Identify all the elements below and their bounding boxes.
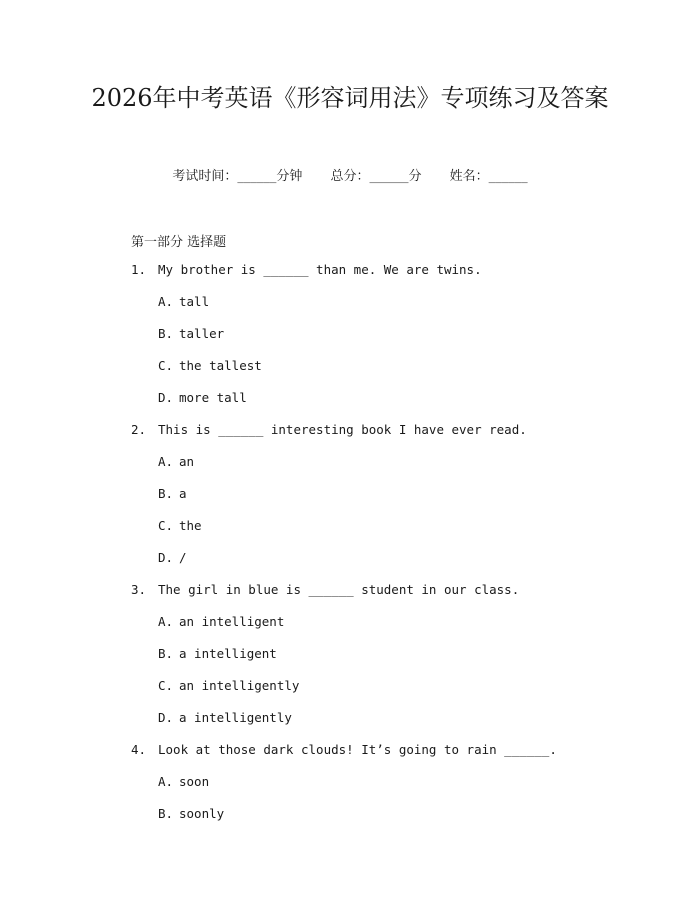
option-text: more tall bbox=[179, 390, 247, 405]
question-number: 1. bbox=[131, 262, 147, 277]
question-number: 4. bbox=[131, 742, 147, 757]
option-text: the bbox=[179, 518, 202, 533]
answer-option[interactable] bbox=[131, 390, 651, 422]
answer-option[interactable] bbox=[131, 486, 651, 518]
question-text bbox=[131, 262, 651, 294]
option-text: a intelligently bbox=[179, 710, 292, 725]
option-letter: B. bbox=[158, 486, 174, 501]
answer-option[interactable] bbox=[131, 806, 651, 838]
option-letter: C. bbox=[158, 678, 174, 693]
page-title: 2026年中考英语《形容词用法》专项练习及答案 bbox=[91, 84, 609, 112]
question-1 bbox=[131, 262, 651, 422]
option-letter: D. bbox=[158, 550, 174, 565]
section-heading: 第一部分 选择题 bbox=[131, 235, 227, 250]
option-text: / bbox=[179, 550, 187, 565]
answer-option[interactable] bbox=[131, 294, 651, 326]
option-text: an intelligent bbox=[179, 614, 285, 629]
question-stem: My brother is ______ than me. We are twins. bbox=[158, 262, 482, 277]
option-text: a intelligent bbox=[179, 646, 277, 661]
answer-option[interactable] bbox=[131, 646, 651, 678]
answer-option[interactable] bbox=[131, 678, 651, 710]
option-letter: C. bbox=[158, 358, 174, 373]
exam-name: 姓名：______ bbox=[449, 169, 528, 184]
option-letter: A. bbox=[158, 454, 174, 469]
exam-time: 考试时间：______分钟 bbox=[172, 169, 303, 184]
option-letter: A. bbox=[158, 774, 174, 789]
option-text: an intelligently bbox=[179, 678, 300, 693]
option-letter: A. bbox=[158, 614, 174, 629]
question-stem: The girl in blue is ______ student in our class. bbox=[158, 582, 520, 597]
question-text bbox=[131, 422, 651, 454]
option-text: soonly bbox=[179, 806, 225, 821]
option-letter: D. bbox=[158, 390, 174, 405]
question-number: 2. bbox=[131, 422, 147, 437]
answer-option[interactable] bbox=[131, 358, 651, 390]
question-number: 3. bbox=[131, 582, 147, 597]
exam-info bbox=[0, 168, 700, 186]
option-letter: B. bbox=[158, 646, 174, 661]
question-4 bbox=[131, 742, 651, 838]
option-text: the tallest bbox=[179, 358, 262, 373]
option-letter: C. bbox=[158, 518, 174, 533]
option-text: taller bbox=[179, 326, 225, 341]
question-2 bbox=[131, 422, 651, 582]
question-list bbox=[131, 262, 651, 838]
option-letter: B. bbox=[158, 326, 174, 341]
option-text: an bbox=[179, 454, 195, 469]
question-stem: This is ______ interesting book I have ever read. bbox=[158, 422, 527, 437]
question-text bbox=[131, 582, 651, 614]
option-text: soon bbox=[179, 774, 210, 789]
answer-option[interactable] bbox=[131, 518, 651, 550]
answer-option[interactable] bbox=[131, 614, 651, 646]
option-letter: A. bbox=[158, 294, 174, 309]
option-text: a bbox=[179, 486, 187, 501]
answer-option[interactable] bbox=[131, 774, 651, 806]
answer-option[interactable] bbox=[131, 454, 651, 486]
answer-option[interactable] bbox=[131, 550, 651, 582]
question-3 bbox=[131, 582, 651, 742]
answer-option[interactable] bbox=[131, 710, 651, 742]
answer-option[interactable] bbox=[131, 326, 651, 358]
question-text bbox=[131, 742, 651, 774]
option-letter: B. bbox=[158, 806, 174, 821]
question-stem: Look at those dark clouds! It’s going to rain ______. bbox=[158, 742, 557, 757]
option-letter: D. bbox=[158, 710, 174, 725]
option-text: tall bbox=[179, 294, 210, 309]
exam-score: 总分：______分 bbox=[330, 169, 422, 184]
